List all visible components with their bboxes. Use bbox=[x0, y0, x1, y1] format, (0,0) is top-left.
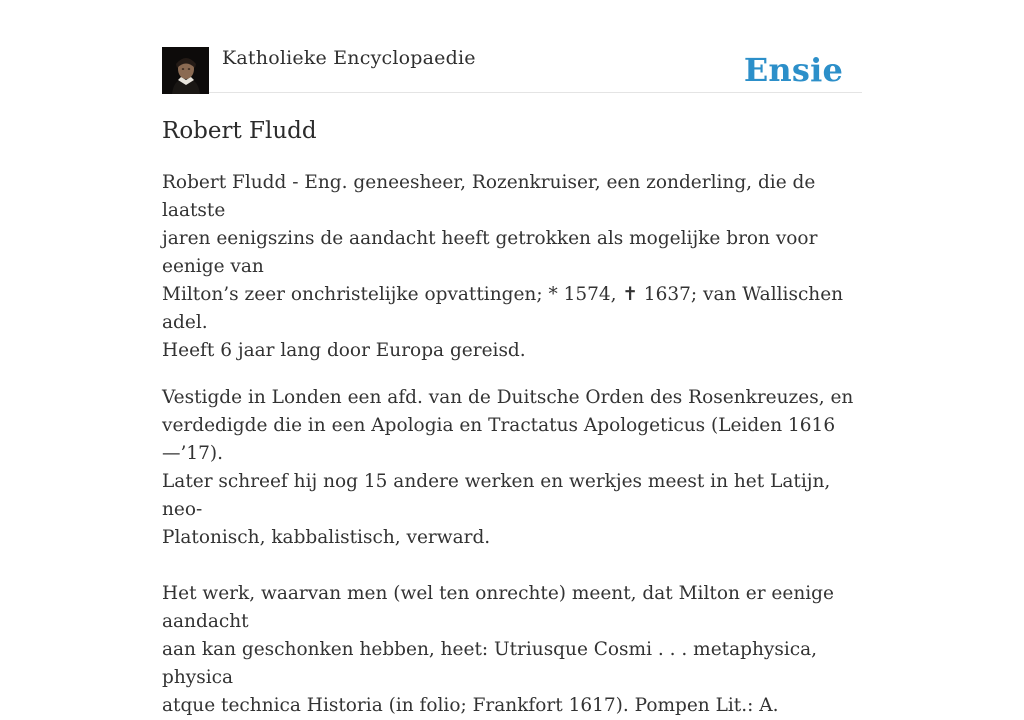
portrait-icon bbox=[162, 47, 209, 94]
article-paragraph: Robert Fludd - Eng. geneesheer, Rozenkruiser, een zonderling, die de laatste jaren eenigszins de aandacht heeft getrokken als mogelijke bron voor eenige van Milton’s zeer onchristelijke opvattingen; * 1574, ✝ 1637; van Wallischen adel. Heeft 6 jaar lang door Europa gereisd. bbox=[162, 172, 844, 361]
brand-logo[interactable]: Ensie bbox=[743, 51, 843, 89]
encyclopedia-name[interactable]: Katholieke Encyclopaedie bbox=[222, 47, 476, 69]
article-paragraph: Vestigde in Londen een afd. van de Duitsche Orden des Rosenkreuzes, en verdedigde die in een Apologia en Tractatus Apologeticus (Leiden 1616—’17). Later schreef hij nog 15 andere werken en werkjes meest in het Latijn, neo- Platonisch, kabbalistisch, verward. bbox=[162, 387, 854, 548]
article bbox=[162, 116, 862, 720]
site-header bbox=[162, 46, 862, 93]
article-paragraph: Het werk, waarvan men (wel ten onrechte) meent, dat Milton er eenige aandacht aan kan geschonken hebben, heet: Utriusque Cosmi . . . metaphysica, physica atque technica Historia (in folio; Frankfort 1617). Pompen Lit.: A. bbox=[162, 583, 834, 716]
portrait-avatar[interactable] bbox=[162, 47, 209, 94]
article-title: Robert Fludd bbox=[162, 118, 317, 144]
